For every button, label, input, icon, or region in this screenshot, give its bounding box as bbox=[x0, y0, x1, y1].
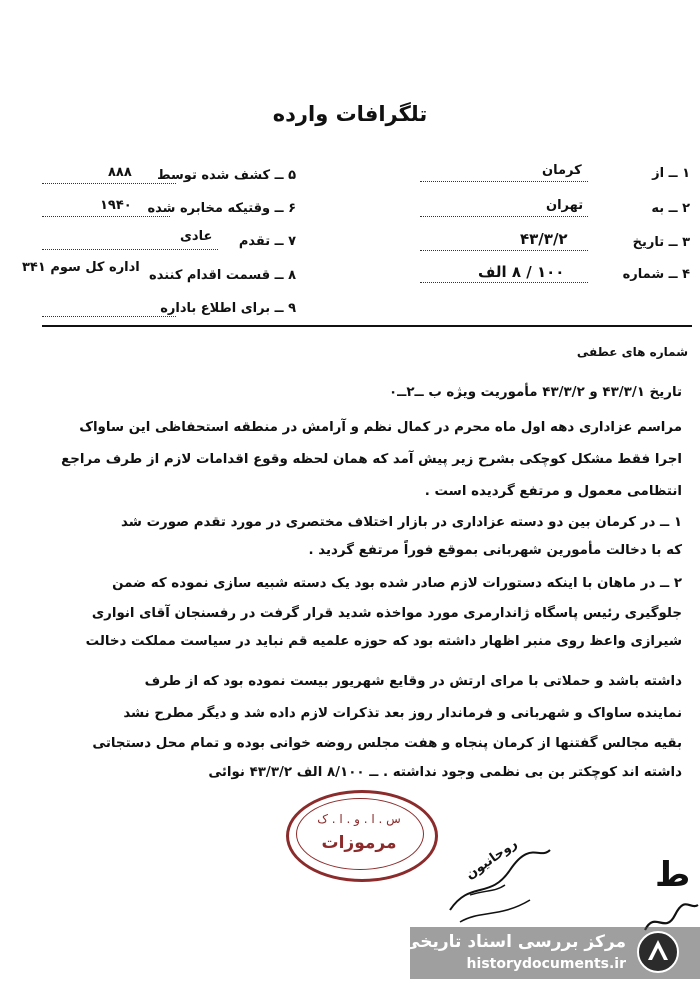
watermark-site: historydocuments.ir bbox=[466, 956, 626, 972]
field-action-dept-value: اداره کل سوم ۳۴۱ bbox=[22, 260, 140, 275]
archive-logo-icon bbox=[636, 930, 680, 974]
field-number-label: ۴ ــ شماره bbox=[622, 267, 690, 282]
field-priority-label: ۷ ــ تقدم bbox=[238, 234, 296, 249]
stamp-org-text: س . ا . و . ا . ک bbox=[317, 812, 401, 826]
body-line-8: جلوگیری رئیس پاسگاه ژاندارمری مورد مواخذه شدید قرار گرفت در رفسنجان آقای انواری bbox=[91, 606, 682, 621]
body-line-6: که با دخالت مأمورین شهربانی بموقع فوراً مرتفع گردید . bbox=[308, 543, 682, 558]
field-decoded-by-label: ۵ ــ کشف شده توسط bbox=[157, 168, 296, 183]
field-from-dots bbox=[420, 180, 588, 182]
field-to-value: تهران bbox=[546, 198, 584, 213]
body-line-1: تاریخ ۴۳/۳/۱ و ۴۳/۳/۲ مأموریت ویژه ب ــ۲ــ۰ bbox=[388, 385, 682, 400]
field-inform-dots bbox=[42, 315, 176, 317]
field-priority-value: عادی bbox=[180, 229, 213, 244]
body-line-5: ۱ ــ در کرمان بین دو دسته عزاداری در بازار اختلاف مختصری در مورد تقدم صورت شد bbox=[121, 515, 682, 530]
field-from-value: کرمان bbox=[542, 163, 582, 178]
field-date-value: ۴۳/۳/۲ bbox=[520, 230, 568, 248]
field-to-dots bbox=[420, 215, 588, 217]
field-number-dots bbox=[420, 281, 588, 283]
document-title: تلگرافات وارده bbox=[272, 102, 428, 126]
field-number-value: ۱۰۰ / ۸ الف bbox=[478, 263, 565, 281]
field-action-dept-label: ۸ ــ قسمت اقدام کننده bbox=[149, 268, 296, 283]
field-transmitted-value: ۱۹۴۰ bbox=[100, 198, 132, 213]
body-line-2: مراسم عزاداری دهه اول ماه محرم در کمال نظم و آرامش در منطقه استحفاظی این ساواک bbox=[79, 420, 682, 435]
body-line-12: بقیه مجالس گفتنها از کرمان پنجاه و هفت مجلس روضه خوانی بوده و تمام محل دستجاتی bbox=[92, 736, 682, 751]
body-line-4: انتظامی معمول و مرتفع گردیده است . bbox=[424, 484, 682, 499]
field-transmitted-label: ۶ ــ وقتیکه مخابره شده bbox=[147, 201, 296, 216]
watermark-org-name: مرکز بررسی اسناد تاریخی bbox=[403, 932, 626, 952]
field-inform-label: ۹ ــ برای اطلاع باداره bbox=[160, 301, 296, 316]
field-decoded-by-dots bbox=[42, 182, 176, 184]
field-to-label: ۲ ــ به bbox=[651, 201, 690, 216]
field-date-label: ۳ ــ تاریخ bbox=[632, 235, 690, 250]
handwritten-corner-letter: ط bbox=[655, 855, 691, 895]
body-line-11: نماینده ساواک و شهربانی و فرماندار روز بعد تذکرات لازم داده شد و دیگر مطرح نشد bbox=[123, 706, 682, 721]
body-line-10: داشته باشد و حملاتی با مرای ارتش در وقایع شهریور بیست نموده بود که از طرف bbox=[144, 674, 682, 689]
field-transmitted-dots bbox=[42, 215, 170, 217]
field-decoded-by-value: ۸۸۸ bbox=[108, 165, 132, 180]
field-from-label: ۱ ــ از bbox=[652, 166, 690, 181]
handwritten-note: روحانیون bbox=[463, 836, 521, 883]
body-line-9: شیرازی واعظ روی منبر اظهار داشته بود که حوزه علمیه قم نباید در سیاست مملکت دخالت bbox=[85, 634, 682, 649]
field-date-dots bbox=[420, 249, 588, 251]
field-priority-dots bbox=[42, 248, 218, 250]
body-line-7: ۲ ــ در ماهان با اینکه دستورات لازم صادر شده بود یک دسته شبیه سازی نموده که ضمن bbox=[112, 576, 682, 591]
reference-numbers-heading: شماره های عطفی bbox=[576, 345, 688, 359]
body-line-13: داشته اند کوچکتر بن بی نظمی وجود نداشته . ــ ۸/۱۰۰ الف ۴۳/۳/۲ نوائی bbox=[208, 765, 682, 780]
header-separator bbox=[42, 325, 692, 327]
body-line-3: اجرا فقط مشکل کوچکی بشرح زیر پیش آمد که همان لحظه وقوع اقدامات لازم از طرف مراجع bbox=[61, 452, 682, 467]
stamp-label-text: مرموزات bbox=[321, 833, 397, 853]
